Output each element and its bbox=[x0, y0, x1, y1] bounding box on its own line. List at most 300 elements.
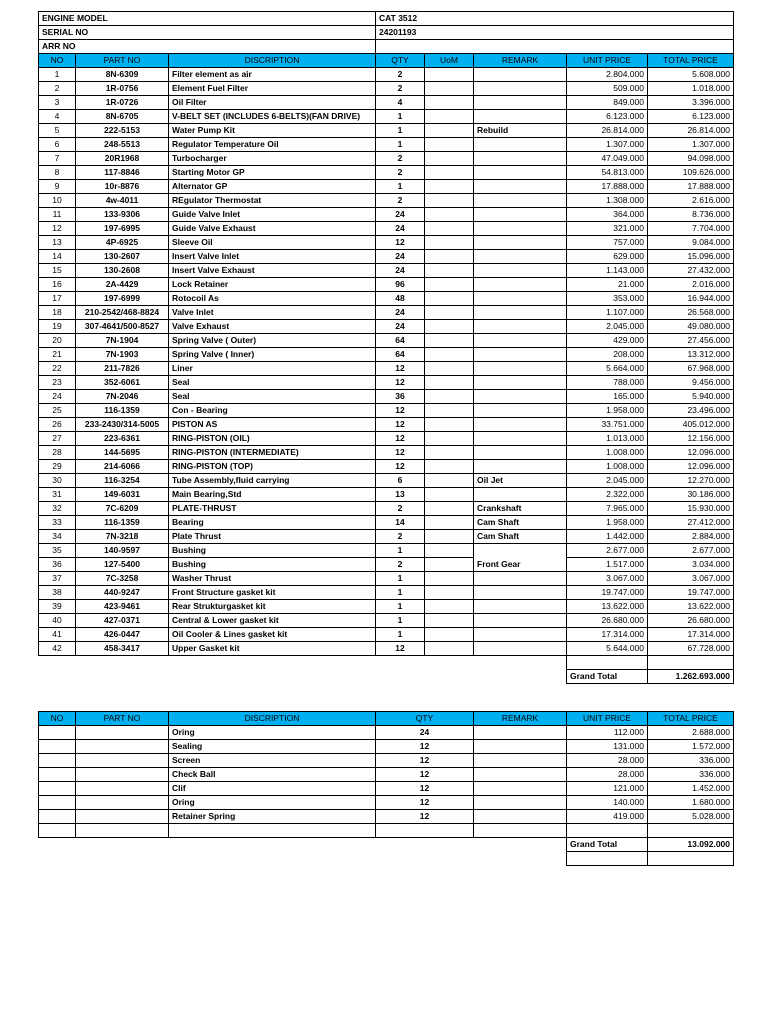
part-no: 130-2607 bbox=[76, 250, 169, 264]
unit-price: 165.000 bbox=[567, 390, 648, 404]
item-no: 37 bbox=[39, 572, 76, 586]
uom bbox=[425, 544, 474, 558]
description: Guide Valve Exhaust bbox=[169, 222, 376, 236]
description: Liner bbox=[169, 362, 376, 376]
table-row bbox=[39, 362, 734, 376]
remark bbox=[474, 782, 567, 796]
remark bbox=[474, 642, 567, 656]
blank-cell bbox=[425, 670, 474, 684]
unit-price: 1.008.000 bbox=[567, 460, 648, 474]
blank-cell bbox=[376, 824, 474, 838]
unit-price: 7.965.000 bbox=[567, 502, 648, 516]
uom bbox=[425, 572, 474, 586]
item-no bbox=[39, 740, 76, 754]
uom bbox=[425, 474, 474, 488]
item-no: 39 bbox=[39, 600, 76, 614]
table-row bbox=[39, 586, 734, 600]
blank-cell bbox=[567, 824, 648, 838]
remark bbox=[474, 152, 567, 166]
qty: 24 bbox=[376, 726, 474, 740]
remark bbox=[474, 166, 567, 180]
total-price: 3.067.000 bbox=[648, 572, 734, 586]
description: Insert Valve Exhaust bbox=[169, 264, 376, 278]
item-no: 36 bbox=[39, 558, 76, 572]
table-row bbox=[39, 754, 734, 768]
grand-total-value: 1.262.693.000 bbox=[648, 670, 734, 684]
total-price: 94.098.000 bbox=[648, 152, 734, 166]
item-no: 26 bbox=[39, 418, 76, 432]
grand-total-value: 13.092.000 bbox=[648, 838, 734, 852]
item-no: 9 bbox=[39, 180, 76, 194]
qty: 12 bbox=[376, 768, 474, 782]
total-price: 26.814.000 bbox=[648, 124, 734, 138]
uom bbox=[425, 488, 474, 502]
uom bbox=[425, 68, 474, 82]
table-row bbox=[39, 768, 734, 782]
grand-total-row bbox=[39, 838, 734, 852]
unit-price: 208.000 bbox=[567, 348, 648, 362]
blank-cell bbox=[425, 838, 474, 852]
item-no: 18 bbox=[39, 306, 76, 320]
part-no: 4P-6925 bbox=[76, 236, 169, 250]
part-no: 223-6361 bbox=[76, 432, 169, 446]
qty: 48 bbox=[376, 292, 425, 306]
item-no bbox=[39, 754, 76, 768]
item-no: 28 bbox=[39, 446, 76, 460]
blank-cell bbox=[76, 670, 169, 684]
description: Screen bbox=[169, 754, 376, 768]
remark bbox=[474, 264, 567, 278]
blank-cell bbox=[76, 852, 169, 866]
uom bbox=[425, 642, 474, 656]
remark bbox=[474, 278, 567, 292]
total-price: 6.123.000 bbox=[648, 110, 734, 124]
total-price: 336.000 bbox=[648, 754, 734, 768]
item-no: 14 bbox=[39, 250, 76, 264]
qty: 1 bbox=[376, 614, 425, 628]
unit-price: 2.045.000 bbox=[567, 320, 648, 334]
remark bbox=[474, 320, 567, 334]
remark bbox=[474, 250, 567, 264]
unit-price: 3.067.000 bbox=[567, 572, 648, 586]
part-no: 307-4641/500-8527 bbox=[76, 320, 169, 334]
grand-total-label: Grand Total bbox=[567, 838, 648, 852]
total-price: 12.096.000 bbox=[648, 460, 734, 474]
table-row bbox=[39, 390, 734, 404]
unit-price: 2.322.000 bbox=[567, 488, 648, 502]
total-price: 27.456.000 bbox=[648, 334, 734, 348]
unit-price: 419.000 bbox=[567, 810, 648, 824]
remark bbox=[474, 404, 567, 418]
qty: 1 bbox=[376, 544, 425, 558]
description: Spring Valve ( Outer) bbox=[169, 334, 376, 348]
total-price: 8.736.000 bbox=[648, 208, 734, 222]
header-description: DISCRIPTION bbox=[169, 54, 376, 68]
description: Plate Thrust bbox=[169, 530, 376, 544]
part-no: 2A-4429 bbox=[76, 278, 169, 292]
total-price: 26.680.000 bbox=[648, 614, 734, 628]
part-no: 8N-6705 bbox=[76, 110, 169, 124]
arr-no-row bbox=[39, 40, 734, 54]
remark bbox=[474, 726, 567, 740]
remark bbox=[474, 236, 567, 250]
blank-cell bbox=[39, 656, 76, 670]
blank-cell bbox=[39, 838, 76, 852]
serial-no-row bbox=[39, 26, 734, 40]
part-no: 423-9461 bbox=[76, 600, 169, 614]
grand-total-row bbox=[39, 670, 734, 684]
part-no: 116-1359 bbox=[76, 516, 169, 530]
blank-cell bbox=[39, 852, 76, 866]
unit-price: 2.804.000 bbox=[567, 68, 648, 82]
description: PISTON AS bbox=[169, 418, 376, 432]
unit-price: 131.000 bbox=[567, 740, 648, 754]
unit-price: 17.888.000 bbox=[567, 180, 648, 194]
total-price: 17.314.000 bbox=[648, 628, 734, 642]
table-row bbox=[39, 418, 734, 432]
part-no bbox=[76, 726, 169, 740]
qty: 1 bbox=[376, 628, 425, 642]
blank-cell bbox=[474, 824, 567, 838]
header-part-no: PART NO bbox=[76, 712, 169, 726]
unit-price: 17.314.000 bbox=[567, 628, 648, 642]
table-row bbox=[39, 628, 734, 642]
uom bbox=[425, 460, 474, 474]
blank-cell bbox=[474, 670, 567, 684]
qty: 2 bbox=[376, 194, 425, 208]
unit-price: 1.107.000 bbox=[567, 306, 648, 320]
part-no: 7C-6209 bbox=[76, 502, 169, 516]
description: Lock Retainer bbox=[169, 278, 376, 292]
header-no: NO bbox=[39, 54, 76, 68]
remark bbox=[474, 222, 567, 236]
qty: 36 bbox=[376, 390, 425, 404]
blank-cell bbox=[376, 656, 425, 670]
item-no: 31 bbox=[39, 488, 76, 502]
serial-no-value: 24201193 bbox=[376, 26, 734, 40]
description: Spring Valve ( Inner) bbox=[169, 348, 376, 362]
blank-cell bbox=[648, 852, 734, 866]
description: Rotocoil As bbox=[169, 292, 376, 306]
qty: 12 bbox=[376, 740, 474, 754]
unit-price: 321.000 bbox=[567, 222, 648, 236]
remark bbox=[474, 810, 567, 824]
description: Seal bbox=[169, 390, 376, 404]
remark bbox=[474, 208, 567, 222]
description: Retainer Spring bbox=[169, 810, 376, 824]
uom bbox=[425, 600, 474, 614]
remark bbox=[474, 68, 567, 82]
item-no: 20 bbox=[39, 334, 76, 348]
uom bbox=[425, 558, 474, 572]
remark: Oil Jet bbox=[474, 474, 567, 488]
table-row bbox=[39, 782, 734, 796]
unit-price: 140.000 bbox=[567, 796, 648, 810]
table-row bbox=[39, 320, 734, 334]
blank-cell bbox=[169, 852, 376, 866]
qty: 13 bbox=[376, 488, 425, 502]
part-no bbox=[76, 796, 169, 810]
header-part-no: PART NO bbox=[76, 54, 169, 68]
remark bbox=[474, 194, 567, 208]
additional-parts-table bbox=[38, 711, 734, 866]
table-row bbox=[39, 334, 734, 348]
description: Oil Filter bbox=[169, 96, 376, 110]
table-row bbox=[39, 642, 734, 656]
uom bbox=[425, 110, 474, 124]
total-price: 19.747.000 bbox=[648, 586, 734, 600]
item-no: 30 bbox=[39, 474, 76, 488]
remark bbox=[474, 180, 567, 194]
part-no: 248-5513 bbox=[76, 138, 169, 152]
table-row bbox=[39, 600, 734, 614]
total-price: 5.940.000 bbox=[648, 390, 734, 404]
qty: 1 bbox=[376, 586, 425, 600]
qty: 1 bbox=[376, 572, 425, 586]
table-row bbox=[39, 726, 734, 740]
table-row bbox=[39, 460, 734, 474]
item-no: 2 bbox=[39, 82, 76, 96]
remark: Cam Shaft bbox=[474, 516, 567, 530]
qty: 12 bbox=[376, 236, 425, 250]
table-row bbox=[39, 502, 734, 516]
blank-cell bbox=[648, 824, 734, 838]
part-no: 211-7826 bbox=[76, 362, 169, 376]
qty: 1 bbox=[376, 124, 425, 138]
remark bbox=[474, 292, 567, 306]
arr-no-value bbox=[376, 40, 734, 54]
qty: 12 bbox=[376, 446, 425, 460]
blank-cell bbox=[169, 656, 376, 670]
qty: 2 bbox=[376, 152, 425, 166]
header-total-price: TOTAL PRICE bbox=[648, 54, 734, 68]
total-price: 49.080.000 bbox=[648, 320, 734, 334]
item-no: 12 bbox=[39, 222, 76, 236]
item-no: 23 bbox=[39, 376, 76, 390]
uom bbox=[425, 124, 474, 138]
qty: 96 bbox=[376, 278, 425, 292]
qty: 1 bbox=[376, 138, 425, 152]
qty: 24 bbox=[376, 306, 425, 320]
item-no: 24 bbox=[39, 390, 76, 404]
unit-price: 28.000 bbox=[567, 768, 648, 782]
unit-price: 112.000 bbox=[567, 726, 648, 740]
qty: 24 bbox=[376, 222, 425, 236]
unit-price: 429.000 bbox=[567, 334, 648, 348]
grand-total-label: Grand Total bbox=[567, 670, 648, 684]
qty: 12 bbox=[376, 376, 425, 390]
blank-cell bbox=[425, 656, 474, 670]
description: Insert Valve Inlet bbox=[169, 250, 376, 264]
table-row bbox=[39, 530, 734, 544]
table-row bbox=[39, 124, 734, 138]
item-no: 34 bbox=[39, 530, 76, 544]
blank-cell bbox=[474, 838, 567, 852]
uom bbox=[425, 432, 474, 446]
description: Water Pump Kit bbox=[169, 124, 376, 138]
uom bbox=[425, 194, 474, 208]
qty: 14 bbox=[376, 516, 425, 530]
total-price: 30.186.000 bbox=[648, 488, 734, 502]
description: RING-PISTON (TOP) bbox=[169, 460, 376, 474]
description: PLATE-THRUST bbox=[169, 502, 376, 516]
blank-cell bbox=[474, 656, 567, 670]
description: Valve Exhaust bbox=[169, 320, 376, 334]
item-no: 11 bbox=[39, 208, 76, 222]
part-no: 352-6061 bbox=[76, 376, 169, 390]
qty: 2 bbox=[376, 558, 425, 572]
item-no: 32 bbox=[39, 502, 76, 516]
unit-price: 54.813.000 bbox=[567, 166, 648, 180]
remark bbox=[474, 754, 567, 768]
qty: 12 bbox=[376, 642, 425, 656]
description: Turbocharger bbox=[169, 152, 376, 166]
table-row bbox=[39, 68, 734, 82]
remark bbox=[474, 82, 567, 96]
qty: 24 bbox=[376, 208, 425, 222]
total-price: 13.622.000 bbox=[648, 600, 734, 614]
item-no: 10 bbox=[39, 194, 76, 208]
total-price: 7.704.000 bbox=[648, 222, 734, 236]
item-no: 22 bbox=[39, 362, 76, 376]
total-price: 16.944.000 bbox=[648, 292, 734, 306]
part-no: 7N-1904 bbox=[76, 334, 169, 348]
item-no: 6 bbox=[39, 138, 76, 152]
part-no: 117-8846 bbox=[76, 166, 169, 180]
total-price: 2.677.000 bbox=[648, 544, 734, 558]
remark bbox=[474, 96, 567, 110]
unit-price: 2.677.000 bbox=[567, 544, 648, 558]
description: Alternator GP bbox=[169, 180, 376, 194]
part-no: 4w-4011 bbox=[76, 194, 169, 208]
header-total-price: TOTAL PRICE bbox=[648, 712, 734, 726]
blank-cell bbox=[425, 852, 474, 866]
remark bbox=[474, 614, 567, 628]
unit-price: 1.442.000 bbox=[567, 530, 648, 544]
table-row bbox=[39, 796, 734, 810]
total-price: 67.968.000 bbox=[648, 362, 734, 376]
remark bbox=[474, 362, 567, 376]
unit-price: 1.013.000 bbox=[567, 432, 648, 446]
uom bbox=[425, 516, 474, 530]
uom bbox=[425, 502, 474, 516]
uom bbox=[425, 138, 474, 152]
part-no bbox=[76, 740, 169, 754]
arr-no-label: ARR NO bbox=[39, 40, 376, 54]
unit-price: 849.000 bbox=[567, 96, 648, 110]
item-no: 15 bbox=[39, 264, 76, 278]
blank-cell bbox=[376, 852, 425, 866]
item-no: 27 bbox=[39, 432, 76, 446]
description: RING-PISTON (OIL) bbox=[169, 432, 376, 446]
part-no: 116-1359 bbox=[76, 404, 169, 418]
description: Bushing bbox=[169, 544, 376, 558]
table-row bbox=[39, 810, 734, 824]
remark bbox=[474, 432, 567, 446]
remark bbox=[474, 586, 567, 600]
qty: 24 bbox=[376, 250, 425, 264]
item-no bbox=[39, 782, 76, 796]
blank-cell bbox=[76, 656, 169, 670]
description: V-BELT SET (INCLUDES 6-BELTS)(FAN DRIVE) bbox=[169, 110, 376, 124]
total-price: 1.680.000 bbox=[648, 796, 734, 810]
item-no: 3 bbox=[39, 96, 76, 110]
description: Element Fuel Filter bbox=[169, 82, 376, 96]
unit-price: 1.008.000 bbox=[567, 446, 648, 460]
table-row bbox=[39, 138, 734, 152]
total-price: 17.888.000 bbox=[648, 180, 734, 194]
qty: 1 bbox=[376, 180, 425, 194]
header-remark: REMARK bbox=[474, 712, 567, 726]
uom bbox=[425, 334, 474, 348]
blank-cell bbox=[567, 852, 648, 866]
item-no: 25 bbox=[39, 404, 76, 418]
description: Oring bbox=[169, 796, 376, 810]
remark bbox=[474, 628, 567, 642]
table-row bbox=[39, 208, 734, 222]
description: Check Ball bbox=[169, 768, 376, 782]
item-no: 35 bbox=[39, 544, 76, 558]
total-price: 67.728.000 bbox=[648, 642, 734, 656]
blank-cell bbox=[376, 670, 425, 684]
uom bbox=[425, 348, 474, 362]
blank-cell bbox=[376, 838, 425, 852]
remark bbox=[474, 460, 567, 474]
unit-price: 1.958.000 bbox=[567, 516, 648, 530]
remark bbox=[474, 544, 567, 558]
table-row bbox=[39, 376, 734, 390]
header-qty: QTY bbox=[376, 54, 425, 68]
blank-cell bbox=[567, 656, 648, 670]
table-row bbox=[39, 488, 734, 502]
total-price: 13.312.000 bbox=[648, 348, 734, 362]
part-no: 127-5400 bbox=[76, 558, 169, 572]
table-row bbox=[39, 740, 734, 754]
qty: 24 bbox=[376, 264, 425, 278]
serial-no-label: SERIAL NO bbox=[39, 26, 376, 40]
part-no: 222-5153 bbox=[76, 124, 169, 138]
parts-table bbox=[38, 11, 734, 684]
unit-price: 6.123.000 bbox=[567, 110, 648, 124]
total-price: 5.028.000 bbox=[648, 810, 734, 824]
part-no: 427-0371 bbox=[76, 614, 169, 628]
uom bbox=[425, 292, 474, 306]
remark bbox=[474, 768, 567, 782]
uom bbox=[425, 418, 474, 432]
qty: 2 bbox=[376, 502, 425, 516]
part-no: 140-9597 bbox=[76, 544, 169, 558]
qty: 2 bbox=[376, 166, 425, 180]
engine-model-value: CAT 3512 bbox=[376, 12, 734, 26]
part-no: 197-6995 bbox=[76, 222, 169, 236]
uom bbox=[425, 180, 474, 194]
total-price: 1.572.000 bbox=[648, 740, 734, 754]
total-price: 405.012.000 bbox=[648, 418, 734, 432]
table-row bbox=[39, 292, 734, 306]
item-no: 38 bbox=[39, 586, 76, 600]
qty: 12 bbox=[376, 362, 425, 376]
description: Oil Cooler & Lines gasket kit bbox=[169, 628, 376, 642]
qty: 2 bbox=[376, 82, 425, 96]
unit-price: 788.000 bbox=[567, 376, 648, 390]
unit-price: 26.814.000 bbox=[567, 124, 648, 138]
description: RING-PISTON (INTERMEDIATE) bbox=[169, 446, 376, 460]
total-price: 27.432.000 bbox=[648, 264, 734, 278]
uom bbox=[425, 208, 474, 222]
table-row bbox=[39, 110, 734, 124]
total-price: 3.034.000 bbox=[648, 558, 734, 572]
header-qty: QTY bbox=[376, 712, 474, 726]
